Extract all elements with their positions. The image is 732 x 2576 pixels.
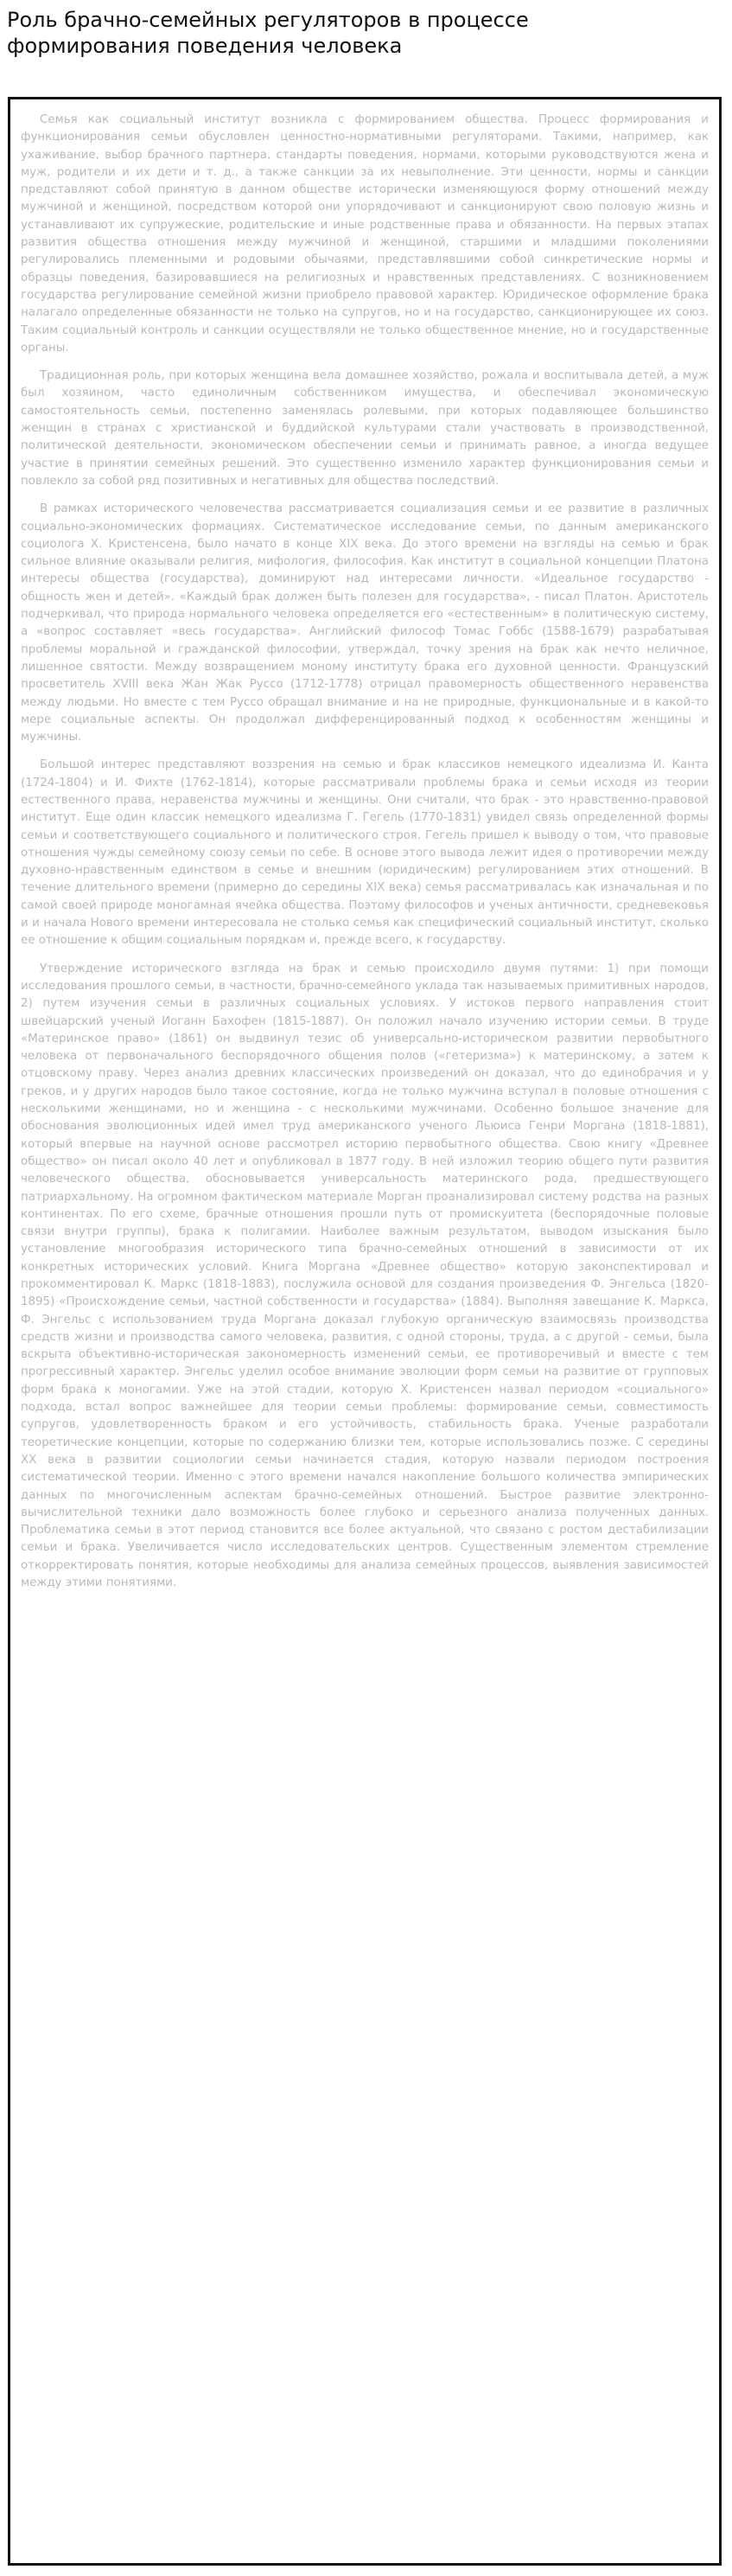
paragraph-1: Семья как социальный институт возникла с формированием общества. Процесс формирования и функционирования семьи обусловлен ценностно-нормативными регуляторами. Такими, например, как ухаживание, выбор брачного партнера, стандарты поведения, нормами, которыми руководствуются жена и муж, родители и их дети и т. д., а также санкции за их невыполнение. Эти ценности, нормы и санкции представляют собой принятую в данном обществе исторически изменяющуюся форму отношений между мужчиной и женщиной, посредством которой они упорядочивают и санкционируют свою половую жизнь и устанавливают их супружеские, родительские и иные родственные права и обязанности. На первых этапах развития общества отношения между мужчиной и женщиной, старшими и младшими поколениями регулировались племенными и родовыми обычаями, представлявшими собой синкретические нормы и образцы поведения, базировавшиеся на религиозных и нравственных представлениях. С возникновением государства регулирование семейной жизни приобрело правовой характер. Юридическое оформление брака налагало определенные обязанности не только на супругов, но и на государство, санкционирующее их союз. Таким социальный контроль и санкции осуществляли не только общественное мнение, но и государственные органы.	[21, 113, 709, 355]
paragraph-4: Большой интерес представляют воззрения на семью и брак классиков немецкого идеализма И. Канта (1724-1804) и И. Фихте (1762-1814), которые рассматривали проблемы брака и семьи исходя из теории естественного права, неравенства мужчины и женщины. Они считали, что брак - это нравственно-правовой институт. Еще один классик немецкого идеализма Г. Гегель (1770-1831) увидел связь определенной формы семьи и соответствующего социального и политического строя. Гегель пришел к выводу о том, что правовые отношения чужды семейному союзу семьи по себе. В основе этого вывода лежит идея о противоречии между духовно-нравственным единством в семье и внешним (юридическим) регулированием этих отношений. В течение длительного времени (примерно до середины XIX века) семья рассматривалась как изначальная и по самой своей природе моногамная ячейка общества. Поэтому философов и ученых античности, средневековья и и начала Нового времени интересовала не столько семья как специфический социальный институт, сколько ее отношение к общим социальным порядкам и, прежде всего, к государству.	[21, 758, 709, 948]
paragraph-3: В рамках исторического человечества рассматривается социализация семьи и ее развитие в различных социально-экономических формациях. Систематическое исследование семьи, по данным американского социолога Х. Кристенсена, было начато в конце XIX века. До этого времени на взгляды на семью и брак сильное влияние оказывали религия, мифология, философия. Как институт в социальной концепции Платона интересы общества (государства), доминируют над интересами личности. «Идеальное государство - общность жен и детей». «Каждый брак должен быть полезен для государства», - писал Платон. Аристотель подчеркивал, что природа нормального человека определяется его «естественным» в политическую систему, а «вопрос составляет «весь государства». Английский философ Томас Гоббс (1588-1679) разрабатывая проблемы моральной и гражданской философии, утверждал, точку зрения на брак как нечто неличное, лишенное святости. Между возвращением моному институту брака его духовной ценности. Французский просветитель XVIII века Жан Жак Руссо (1712-1778) отрицал правомерность общественного неравенства между людьми. Но вместе с тем Руссо обращал внимание и на не природные, функциональные и в какой-то мере социальные аспекты. Он продолжал дифференцированный подход к особенностям женщины и мужчины.	[21, 502, 709, 745]
document-page	[8, 97, 722, 2566]
paragraph-2: Традиционная роль, при которых женщина вела домашнее хозяйство, рожала и воспитывала детей, а муж был хозяином, часто единоличным собственником имущества, и обеспечивал экономическую самостоятельность семьи, постепенно заменялась ролевыми, при которых подавляющее большинство женщин в странах с христианской и буддийской культурами стали участвовать в производственной, политической деятельности, экономическом обеспечении семьи и принимать равное, а иногда ведущее участие в принятии семейных решений. Это существенно изменило характер функционирования семьи и повлекло за собой ряд позитивных и негативных для общества последствий.	[21, 369, 709, 488]
paragraph-5: Утверждение исторического взгляда на брак и семью происходило двумя путями: 1) при помощи исследования прошлого семьи, в частности, брачно-семейного уклада так называемых примитивных народов, 2) путем изучения семьи в различных социальных условиях. У истоков первого направления стоит швейцарский ученый Иоганн Бахофен (1815-1887). Он положил начало изучению истории семьи. В труде «Материнское право» (1861) он выдвинул тезис об универсально-историческом развитии первобытного человека от первоначального беспорядочного общения полов («гетеризма») к материнскому, а затем к отцовскому праву. Через анализ древних классических произведений он доказал, что до единобрачия и у греков, и у других народов было такое состояние, когда не только мужчина вступал в половые отношения с несколькими женщинами, но и женщина - с несколькими мужчинами. Особенно большое значение для обоснования эволюционных идей имел труд американского ученого Льюиса Генри Моргана (1818-1881), который впервые на научной основе рассмотрел историю первобытного общества. Свою книгу «Древнее общество» он писал около 40 лет и опубликовал в 1877 году. В ней изложил теорию общего пути развития человеческого общества, обосновывается универсальность материнского рода, предшествующего патриархальному. На огромном фактическом материале Морган проанализировал систему родства на разных континентах. По его схеме, брачные отношения прошли путь от промискуитета (беспорядочные половые связи внутри группы), брака к полигамии. Наиболее важным результатом, выводом изыскания было установление многообразия исторического типа брачно-семейных отношений в зависимости от их конкретных исторических условий. Книга Моргана «Древнее общество» которую законспектировал и прокомментировал К. Маркс (1818-1883), послужила основой для создания произведения Ф. Энгельса (1820-1895) «Происхождение семьи, частной собственности и государства» (1884). Выполняя завещание К. Маркса, Ф. Энгельс с использованием труда Моргана доказал глубокую органическую взаимосвязь производства средств жизни и производства самого человека, развития, с одной стороны, труда, а с другой - семьи, была вскрыта объективно-историческая закономерность изменений семьи, ее противоречивый и вместе с тем прогрессивный характер. Энгельс уделил особое внимание эволюции форм семьи на развитие от групповых форм брака к моногамии. Уже на этой стадии, которую Х. Кристенсен назвал периодом «социального» подхода, встал вопрос важнейшее для теории семьи проблемы: формирование семьи, совместимость супругов, удовлетворенность браком и его устойчивость, стабильность брака. Ученые разработали теоретические концепции, которые по содержанию близки тем, которые использовались позже. С середины XX века в развитии социологии семьи начинается стадия, которую назвали периодом построения систематической теории. Именно с этого времени начался накопление большого количества эмпирических данных по многочисленным аспектам брачно-семейных отношений. Быстрое развитие электронно-вычислительной техники дало возможность более глубоко и серьезного анализа полученных данных. Проблематика семьи в этот период становится все более актуальной, что связано с ростом дестабилизации семьи и брака. Увеличивается число исследовательских центров. Существенным элементом стремление откорректировать понятия, которые необходимы для анализа семейных процессов, выявления зависимостей между этими понятиями.	[21, 962, 709, 1590]
page-title: Роль брачно-семейных регуляторов в процессе формирования поведения человека	[7, 8, 529, 58]
